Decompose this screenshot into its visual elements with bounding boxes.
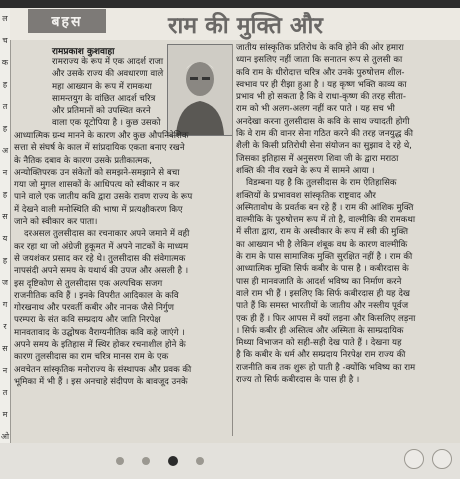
text-line: और प्रतिमानों को उपस्थित करने [52, 106, 151, 117]
text-line: पाते हैं कि समस्त भारतीयों के जातीय और नस्लीय पूर्वज [236, 301, 409, 312]
edge-fragment: र [3, 322, 7, 331]
text-line: अवचेतन सांस्कृतिक मनोराज्य के संस्थापक और प्रवक की [14, 364, 192, 375]
edge-fragment: स [2, 212, 8, 221]
text-line: जातीय सांस्कृतिक प्रतिरोध के कवि होने की ओर हमारा [236, 43, 404, 53]
text-line: इस दृष्टिकोण से तुलसीदास एक अल्पचिक सजग [14, 278, 163, 289]
text-line: प्रभाव भी हो सकता है कि वे राधा-कृष्ण की तरह सीता- [236, 92, 407, 103]
edge-fragment: न [2, 366, 8, 375]
text-line: गोरखनाथ और परवर्ती कबीर और नानक जैसे निर्गुण [14, 303, 174, 314]
edge-fragment: म [2, 410, 8, 419]
text-line: वाला एक यूटोपिया है । कुछ उसको [52, 118, 161, 129]
text-line: वाले राम भी हैं । इसलिए कि सिर्फ कबीरदास ही यह देख [236, 288, 410, 299]
text-line: वाल्मीकि के पुरुषोत्तम रूप में तो है, वाल्मीकि की रामकथा [236, 215, 416, 226]
page-dot[interactable] [196, 457, 204, 465]
text-line: । सिर्फ कबीर ही अस्तित्व और अस्मिता के साम्प्रदायिक [236, 325, 404, 336]
edge-fragment: अ [1, 146, 9, 155]
column-divider [232, 44, 233, 436]
text-line: कर रहा था जो अंग्रेजी हुकूमत में अपने नाटकों के माध्यम [14, 241, 189, 252]
text-line: ध्यान इसलिए नहीं जाता कि सनातन रूप से तुलसी का [236, 55, 403, 66]
text-line: जाने को स्वीकार कर पाता। [14, 217, 98, 228]
author-photo [167, 44, 233, 136]
page-dot[interactable] [168, 456, 178, 466]
text-line: है कि कबीर के धर्म और सम्प्रदाय निरपेक्ष राम राज्य की [236, 350, 406, 361]
text-line: अस्मितावोध के प्रवर्तक बन रहे हैं । राम की आंशिक मुक्ति [236, 202, 414, 213]
text-line: एक ही हैं । फिर आपस में क्यों लड़ना और किसलिए लड़ना [236, 313, 416, 324]
text-line: में सीता द्वारा, राम के अस्वीकार के रूप में स्त्री की मुक्ति [236, 227, 409, 238]
text-line: से जयशंकर प्रसाद कर रहे थे। तुलसीदास की संवेगात्मक [14, 253, 186, 264]
column-left [14, 130, 230, 388]
text-line: दरअसल तुलसीदास का रचनाकार अपने जमाने में वही [24, 229, 190, 240]
text-line: कारण तुलसीदास का राम चरित्र मानस राम के एक [14, 352, 169, 363]
text-line: शैली के किसी प्रतिरोधी सेना संयोजन का सुझाव दे रहे थे, [236, 141, 412, 152]
headline: राम की मुक्ति और [168, 13, 323, 39]
edge-fragment: क [1, 58, 9, 67]
text-line: कि वे राम की वानर सेना गठित करने की तरह जनयुद्ध की [236, 129, 413, 140]
text-line: का आख्यान भी है लेकिन शंबूक वध के कारण वाल्मीकि [236, 239, 408, 250]
adjacent-column-edge [0, 8, 11, 479]
text-line: रामराज्य के रूप में एक आदर्श राजा [52, 57, 164, 67]
text-line: राजनीति कब तक शुरू हो पाती है -क्योंकि भविष्य का राम [236, 362, 416, 373]
text-line: पास ही मानवजाति के आदर्श भविष्य का निर्माण करने [236, 276, 402, 287]
text-line: के नैतिक दबाव के कारण उसके प्रतीकात्मक, [14, 155, 152, 166]
text-line: अपने समय के इतिहास में स्थिर होकर रचनाशील होने के [14, 340, 186, 351]
zoom-out-icon[interactable] [404, 449, 424, 469]
edge-fragment: ह [2, 256, 8, 265]
text-line: भूमिका में भी हैं । इस अनचाहे संदीपण के बावजूद उनके [14, 376, 188, 387]
text-line: नापसंदी अपने समय के यथार्थ की उपज और असली है । [14, 266, 189, 277]
page-dot[interactable] [116, 457, 124, 465]
text-line: आध्यात्मिक मुक्ति सिर्फ कबीर के पास है । कबीरदास के [236, 264, 409, 275]
text-line: विडम्बना यह है कि तुलसीदास के राम ऐतिहासिक [246, 178, 397, 189]
edge-fragment: त [2, 388, 8, 397]
edge-fragment: ज [2, 278, 8, 287]
author-byline: रामप्रकाश कुशवाहा [52, 47, 115, 57]
text-line: शक्तियों के प्रभाववश सांस्कृतिक राष्ट्रवाद और [236, 190, 376, 201]
text-line: राज्य तो सिर्फ कबीरदास के पास ही है । [236, 375, 360, 386]
edge-fragment: ह [2, 124, 8, 133]
text-line: सत्ता से संघर्ष के काल में सांप्रदायिक एकता बनाए रखने [14, 143, 185, 154]
viewer-controls [404, 449, 452, 469]
edge-fragment: ह [2, 80, 8, 89]
column-right [236, 42, 458, 386]
edge-fragment: ल [2, 14, 8, 23]
column-left-top [52, 56, 166, 130]
page-indicator [116, 457, 204, 466]
text-line: जिसका इतिहास में अनुसरण शिवा जी के द्वारा मराठा [236, 153, 399, 164]
text-line: के राम के पास सामाजिक मुक्ति सुरक्षित नहीं है । राम की [236, 252, 413, 263]
text-line: अन्योक्तिपरक उन संकेतों को समझने-समझाने से बचा [14, 167, 180, 178]
text-line: में देखने वाली मनोस्थिति की भाषा में प्रत्यक्षीकरण किए [14, 204, 183, 215]
zoom-in-icon[interactable] [432, 449, 452, 469]
text-line: महा आख्यान के रूप में रामकथा [52, 81, 152, 92]
text-line: परम्परा के संत कवि सम्प्रदाय और जाति निरपेक्ष [14, 315, 161, 326]
text-line: और उसके राज्य की अवधारणा वाले [52, 69, 164, 80]
text-line: मानवतावाद के उद्घोषक वैराग्यनीतिक कवि कहे जाएंगे । [14, 327, 185, 338]
text-line: कवि राम के धीरोदात्त चरित्र और उनके पुरुषोत्तम शील- [236, 67, 405, 78]
portrait-image [168, 45, 232, 135]
edge-fragment: च [2, 36, 8, 45]
text-line: पाने वाले एक जातीय कवि द्वारा उसके रावण राज्य के रूप [14, 192, 193, 203]
top-border [0, 0, 460, 8]
text-line: मिथ्या विभाजन को सही-सही देख पाते हैं । देखना यह [236, 338, 402, 349]
edge-fragment: त [2, 102, 8, 111]
edge-fragment: स [2, 344, 8, 353]
text-line: स्वभाव पर ही रीझा हुआ है । यह कृष्ण भक्ति काव्य का [236, 79, 407, 90]
edge-fragment: ओ [0, 432, 10, 441]
text-line: सामन्तयुग के वांछित आदर्श चरित्र [52, 93, 156, 104]
edge-fragment: य [2, 234, 8, 243]
edge-fragment: ग [2, 300, 8, 309]
text-line: आध्यात्मिक ग्रन्थ मानने के कारण और कुछ औपनिवेशिक [14, 131, 189, 141]
edge-fragment: ह [2, 190, 8, 199]
text-line: गया जो मुगल शासकों के आधिपत्य को स्वीकार न कर [14, 180, 180, 191]
text-line: राजनीतिक कवि हैं । इनके विपरीत आदिकाल के कवि [14, 290, 179, 301]
section-label: बहस [28, 9, 106, 33]
viewer-footer [0, 443, 460, 479]
text-line: शक्ति की नीव रखने के रूप में सामने आया । [236, 165, 375, 176]
text-line: राम को भी अलग-अलग नहीं कर पाते । यह सच भी [236, 104, 395, 115]
edge-fragment: न [2, 168, 8, 177]
page-dot[interactable] [142, 457, 150, 465]
text-line: अनदेखा करना तुलसीदास के कवि के साथ ज्यादती होगी [236, 116, 410, 127]
